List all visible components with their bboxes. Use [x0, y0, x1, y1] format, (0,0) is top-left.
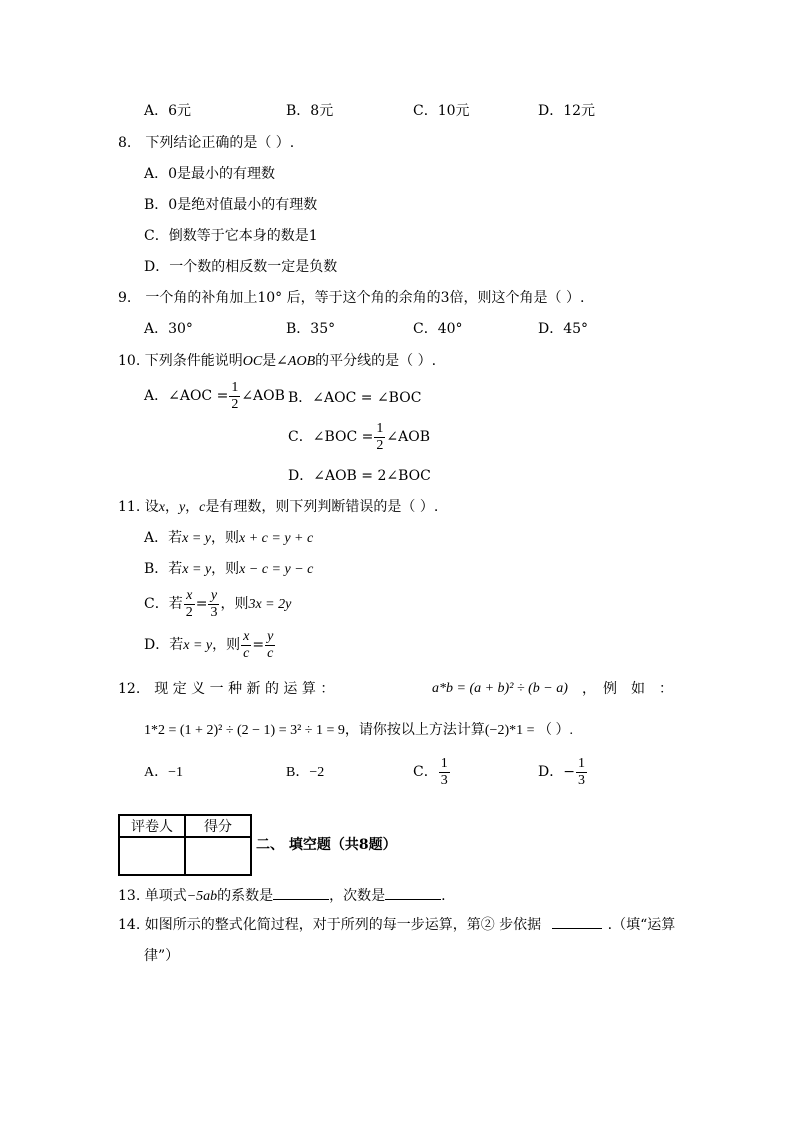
- q11-option-c: C．若 $\frac{x}{2}$ = $\frac{y}{3}$ ，则3x = 2y: [144, 588, 292, 620]
- q12-example: 1*2 = (1 + 2)² ÷ (2 − 1) = 3² ÷ 1 = 9，请你按以上方法计算(−2)*1 = （ ）.: [144, 722, 574, 738]
- q10-option-c: C．∠BOC = $\frac{1}{2}$ ∠AOB: [288, 421, 430, 453]
- score-header: 得分: [185, 815, 251, 837]
- q8-stem: 8. 下列结论正确的是（ ）.: [118, 135, 295, 151]
- q11-option-b: B．若x = y，则x − c = y − c: [144, 561, 314, 577]
- q7-option-d: D．12元: [538, 103, 596, 119]
- q7-option-a: A．6元: [144, 103, 192, 119]
- q8-option-b: B．0是绝对值最小的有理数: [144, 197, 318, 213]
- q7-option-c: C．10元: [413, 103, 470, 119]
- q8-option-c: C．倒数等于它本身的数是1: [144, 228, 318, 244]
- q8-option-d: D．一个数的相反数一定是负数: [144, 259, 338, 275]
- grader-header: 评卷人: [119, 815, 185, 837]
- q8-option-a: A．0是最小的有理数: [144, 166, 276, 182]
- q7-option-b: B．8元: [286, 103, 334, 119]
- q12-definition: a*b = (a + b)² ÷ (b − a): [432, 681, 568, 696]
- q9-option-c: C．40°: [413, 321, 463, 337]
- q9-option-a: A．30°: [144, 321, 193, 337]
- q11-stem: 11. 设x，y，c是有理数，则下列判断错误的是（ ）.: [118, 499, 439, 515]
- q14-line2: 律”）: [144, 948, 180, 964]
- score-table: [118, 814, 252, 876]
- q12-option-b: B．−2: [286, 765, 325, 780]
- q10-option-d: D．∠AOB = 2∠BOC: [288, 468, 431, 484]
- q12-example-label: ， 例 如 ：: [582, 681, 673, 697]
- score-cell[interactable]: [185, 837, 251, 875]
- q11-option-a: A．若x = y，则x + c = y + c: [144, 530, 314, 546]
- q12-option-c: C． $\frac{1}{3}$: [413, 756, 448, 788]
- q14-blank[interactable]: [552, 928, 602, 929]
- q14-line1: 14. 如图所示的整式化简过程，对于所列的每一步运算，第② 步依据 .（填“运算: [118, 917, 676, 933]
- q10-option-a: A．∠AOC = $\frac{1}{2}$ ∠AOB: [144, 380, 285, 412]
- grader-cell[interactable]: [119, 837, 185, 875]
- q13: 13. 单项式−5ab的系数是 ，次数是 .: [118, 888, 446, 904]
- q9-stem: 9. 一个角的补角加上10° 后，等于这个角的余角的3倍，则这个角是（ ）.: [118, 290, 585, 306]
- q9-option-d: D．45°: [538, 321, 589, 337]
- q10-stem: 10. 下列条件能说明OC是∠AOB的平分线的是（ ）.: [118, 353, 437, 369]
- q13-blank-degree[interactable]: [385, 899, 441, 900]
- q10-option-b: B．∠AOC = ∠BOC: [288, 390, 422, 406]
- q12-option-d: D．− $\frac{1}{3}$: [538, 756, 585, 788]
- q13-blank-coefficient[interactable]: [273, 899, 329, 900]
- q11-option-d: D．若x = y，则 $\frac{x}{c}$ = $\frac{y}{c}$: [144, 629, 274, 661]
- q9-option-b: B．35°: [286, 321, 336, 337]
- section-title: 二、 填空题（共8题）: [256, 837, 397, 853]
- q12-stem: 12. 现 定 义 一 种 新 的 运 算 ：: [118, 681, 335, 697]
- q12-option-a: A．−1: [144, 765, 184, 780]
